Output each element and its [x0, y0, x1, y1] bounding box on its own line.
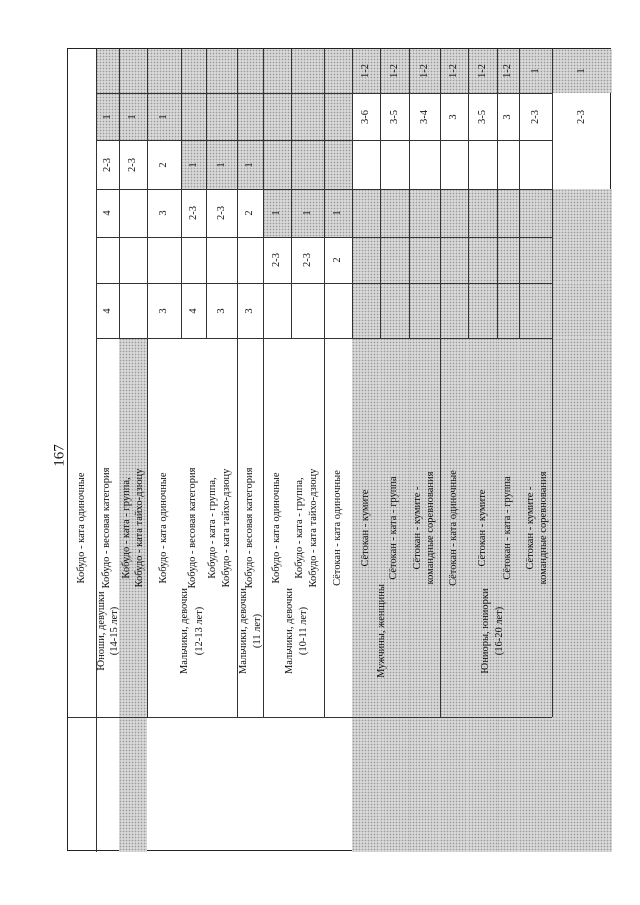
shaded-cell — [291, 93, 324, 140]
row-line — [68, 717, 552, 718]
shaded-cell — [119, 338, 147, 852]
header-c12: Сётокан - ката - группа — [388, 476, 399, 580]
group-line — [552, 338, 553, 717]
cell-value: 1 — [127, 114, 138, 120]
shaded-cell — [324, 49, 352, 93]
shaded-cell — [263, 140, 291, 189]
shaded-cell — [96, 49, 119, 93]
shaded-cell — [440, 237, 468, 283]
cell-value: 3 — [158, 308, 169, 314]
cell-value: 3-5 — [476, 110, 488, 124]
group-label: (16-20 лет) — [494, 606, 505, 656]
shaded-cell — [237, 93, 263, 140]
shaded-cell — [206, 49, 237, 93]
row-line — [96, 237, 552, 238]
cell-value: 3 — [158, 210, 169, 216]
shaded-cell — [380, 237, 409, 283]
header-c9a: Кобудо - ката - группа, — [294, 477, 305, 579]
cell-value: 3 — [244, 308, 255, 314]
shaded-cell — [291, 49, 324, 93]
header-c1: Кобудо - ката одиночные — [76, 472, 87, 584]
shaded-cell — [468, 237, 497, 283]
group-label: Мужчины, женщины — [376, 584, 387, 678]
cell-value: 1-2 — [476, 64, 488, 78]
group-label: Мальчики, девочки — [179, 587, 190, 675]
shaded-cell — [552, 237, 612, 283]
shaded-cell — [181, 49, 206, 93]
shaded-cell — [519, 283, 552, 338]
header-c13b: командные соревнования — [425, 471, 436, 585]
shaded-cell — [468, 189, 497, 237]
cell-value: 1-2 — [388, 64, 400, 78]
header-c3a: Кобудо - ката - группа, — [121, 477, 132, 579]
shaded-cell — [409, 338, 440, 852]
cell-value: 1 — [215, 162, 227, 168]
shaded-cell — [352, 189, 380, 237]
group-label: Юноши, девушки — [96, 591, 107, 671]
cell-value: 2-3 — [187, 206, 199, 220]
header-c7: Кобудо - весовая категория — [244, 467, 255, 589]
row-line — [96, 338, 552, 339]
group-label: (12-13 лет) — [194, 606, 205, 656]
cell-value: 1 — [271, 210, 282, 216]
header-c15: Сётокан - кумите — [477, 489, 488, 567]
header-c6b: Кобудо - ката тайхо-дзюцу — [221, 468, 232, 588]
shaded-cell — [497, 338, 519, 852]
cell-value: 4 — [101, 210, 113, 216]
cell-value: 2 — [244, 210, 255, 216]
shaded-cell — [380, 283, 409, 338]
shaded-cell — [440, 338, 468, 852]
cell-value: 2-3 — [529, 110, 541, 124]
group-line — [324, 338, 325, 717]
cell-value: 1 — [101, 114, 113, 120]
cell-value: 4 — [187, 308, 199, 314]
shaded-cell — [324, 140, 352, 189]
cell-value: 1 — [158, 114, 169, 120]
cell-value: 3-4 — [418, 110, 430, 124]
page-number: 167 — [51, 444, 68, 467]
header-c3b: Кобудо - ката тайхо-дзюцу — [134, 468, 145, 588]
header-c10: Сётокан - ката одиночные — [332, 470, 343, 586]
cell-value: 2-3 — [101, 158, 113, 172]
cell-value: 2 — [158, 162, 169, 168]
cell-value: 1 — [332, 210, 343, 216]
header-c9b: Кобудо - ката тайхо-дзюцу — [308, 468, 319, 588]
cell-value: 1 — [187, 162, 199, 168]
shaded-cell — [147, 49, 181, 93]
group-label: Мальчики, девочки — [284, 587, 295, 675]
shaded-cell — [409, 283, 440, 338]
cell-value: 3 — [502, 114, 513, 120]
row-line — [96, 140, 552, 141]
cell-value: 3 — [215, 308, 227, 314]
header-c11: Сётокан - кумите — [360, 489, 371, 567]
cell-value: 2-3 — [576, 110, 587, 124]
group-line — [440, 338, 441, 717]
shaded-cell — [119, 49, 147, 93]
cell-value: 3-6 — [360, 110, 371, 124]
shaded-cell — [519, 237, 552, 283]
header-c4: Кобудо - ката одиночные — [158, 472, 169, 584]
header-c2: Кобудо - весовая категория — [101, 467, 112, 589]
cell-value: 2 — [332, 257, 343, 263]
cell-value: 1 — [301, 210, 313, 216]
shaded-cell — [519, 189, 552, 237]
cell-value: 1-2 — [502, 64, 513, 78]
header-c13a: Сётокан - кумите - — [412, 486, 423, 570]
row-line — [96, 283, 552, 284]
shaded-cell — [497, 283, 519, 338]
shaded-cell — [206, 93, 237, 140]
results-table — [67, 48, 611, 851]
cell-value: 1 — [244, 162, 255, 168]
header-c8: Кобудо - ката одиночные — [271, 472, 282, 584]
shaded-cell — [380, 189, 409, 237]
group-label: (14-15 лет) — [109, 606, 120, 656]
column-line — [96, 49, 97, 852]
shaded-cell — [440, 283, 468, 338]
cell-value: 1-2 — [360, 64, 371, 78]
shaded-cell — [497, 237, 519, 283]
shaded-cell — [181, 93, 206, 140]
group-label: Мальчики, девочки — [238, 587, 249, 675]
cell-value: 2-3 — [127, 158, 138, 172]
shaded-cell — [497, 189, 519, 237]
group-label: (10-11 лет) — [298, 606, 309, 656]
cell-value: 1 — [576, 68, 587, 74]
cell-value: 2-3 — [271, 253, 282, 267]
shaded-cell — [352, 237, 380, 283]
shaded-cell — [263, 49, 291, 93]
header-c16: Сётокан - ката - группа — [502, 476, 513, 580]
shaded-cell — [552, 338, 612, 852]
shaded-cell — [409, 189, 440, 237]
header-c5: Кобудо - весовая категория — [187, 467, 198, 589]
shaded-cell — [440, 189, 468, 237]
shaded-cell — [552, 283, 612, 338]
group-line — [263, 338, 264, 717]
cell-value: 3-5 — [388, 110, 400, 124]
shaded-cell — [263, 93, 291, 140]
shaded-cell — [237, 49, 263, 93]
cell-value: 4 — [101, 308, 113, 314]
cell-value: 2-3 — [301, 253, 313, 267]
column-line — [552, 49, 553, 338]
shaded-cell — [409, 237, 440, 283]
shaded-cell — [324, 93, 352, 140]
group-line — [147, 338, 148, 717]
cell-value: 1-2 — [448, 64, 459, 78]
cell-value: 1-2 — [418, 64, 430, 78]
cell-value: 3 — [448, 114, 459, 120]
cell-value: 2-3 — [215, 206, 227, 220]
group-label: Юниоры, юниорки — [480, 588, 491, 674]
header-c17b: командные соревнования — [538, 471, 549, 585]
shaded-cell — [291, 140, 324, 189]
header-c17a: Сётокан - кумите - — [525, 486, 536, 570]
row-line — [96, 93, 552, 94]
shaded-cell — [552, 189, 612, 237]
row-line — [96, 189, 552, 190]
shaded-cell — [352, 283, 380, 338]
group-label: (11 лет) — [252, 613, 263, 649]
header-c14: Сётокан - ката одиночные — [448, 470, 459, 586]
cell-value: 1 — [529, 68, 541, 74]
header-c6a: Кобудо - ката - группа, — [207, 477, 218, 579]
shaded-cell — [519, 338, 552, 852]
shaded-cell — [468, 283, 497, 338]
